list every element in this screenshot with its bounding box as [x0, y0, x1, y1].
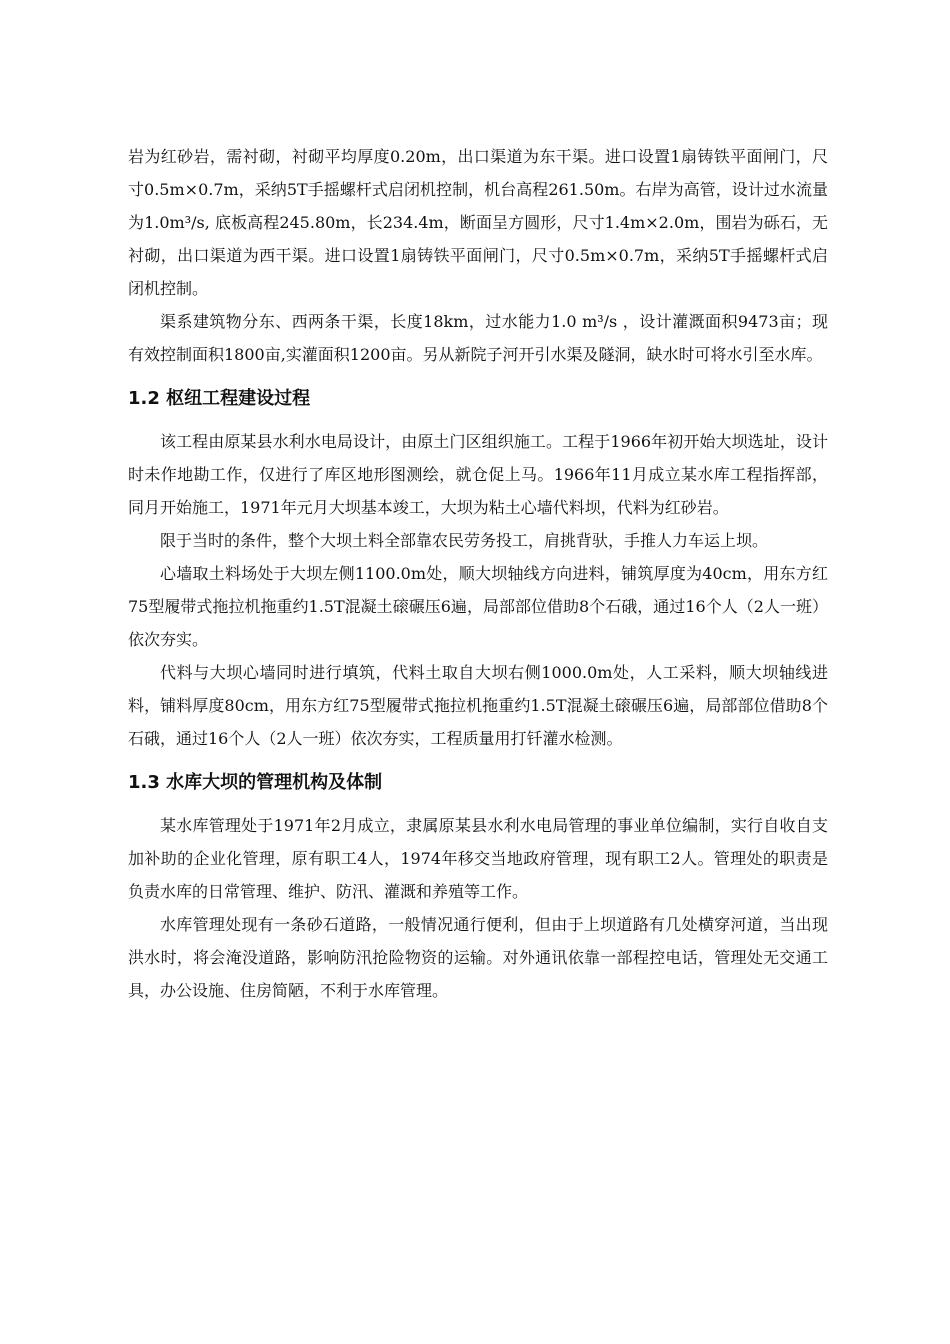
paragraph-construction-3: 心墙取土料场处于大坝左侧1100.0m处，顺大坝轴线方向进料，铺筑厚度为40cm，用东方红75型履带式拖拉机拖重约1.5T混凝土磙碾压6遍，局部部位借助8个石硪，通过16个人（2人一班）依次夯实。 [128, 564, 828, 649]
paragraph-management-1: 某水库管理处于1971年2月成立，隶属原某县水利水电局管理的事业单位编制，实行自收自支加补助的企业化管理，原有职工4人，1974年移交当地政府管理，现有职工2人。管理处的职责是负责水库的日常管理、维护、防汛、灌溉和养殖等工作。 [128, 816, 828, 901]
paragraph-canal-system: 渠系建筑物分东、西两条干渠，长度18km，过水能力1.0 m³/s ，设计灌溉面积9473亩；现有效控制面积1800亩,实灌面积1200亩。另从新院子河开引水渠及隧洞，缺水时可将水引至水库。 [128, 312, 828, 364]
paragraph-construction-2: 限于当时的条件，整个大坝土料全部靠农民劳务投工，肩挑背驮，手推人力车运上坝。 [160, 531, 769, 550]
paragraph-management-2: 水库管理处现有一条砂石道路，一般情况通行便利，但由于上坝道路有几处横穿河道，当出现洪水时，将会淹没道路，影响防汛抢险物资的运输。对外通讯依靠一部程控电话，管理处无交通工具，办公设施、住房简陋，不利于水库管理。 [128, 915, 828, 1000]
section-heading-1-3: 1.3 水库大坝的管理机构及体制 [128, 772, 383, 793]
document-page [128, 140, 828, 1007]
paragraph-outlet-description: 岩为红砂岩，需衬砌，衬砌平均厚度0.20m，出口渠道为东干渠。进口设置1扇铸铁平面闸门，尺寸0.5m×0.7m，采纳5T手摇螺杆式启闭机控制，机台高程261.50m。右岸为高管，设计过水流量为1.0m³/s, 底板高程245.80m，长234.4m，断面呈方圆形，尺寸1.4m×2.0m，围岩为砾石，无衬砌，出口渠道为西干渠。进口设置1扇铸铁平面闸门，尺寸0.5m×0.7m，采纳5T手摇螺杆式启闭机控制。 [128, 147, 828, 298]
section-heading-1-2: 1.2 枢纽工程建设过程 [128, 388, 311, 409]
paragraph-construction-4: 代料与大坝心墙同时进行填筑，代料土取自大坝右侧1000.0m处，人工采料，顺大坝轴线进料，铺料厚度80cm，用东方红75型履带式拖拉机拖重约1.5T混凝土磙碾压6遍，局部部位借助8个石硪，通过16个人（2人一班）依次夯实，工程质量用打钎灌水检测。 [128, 663, 828, 748]
paragraph-construction-1: 该工程由原某县水利水电局设计，由原土门区组织施工。工程于1966年初开始大坝选址，设计时未作地勘工作，仅进行了库区地形图测绘，就仓促上马。1966年11月成立某水库工程指挥部，同月开始施工，1971年元月大坝基本竣工，大坝为粘土心墙代料坝，代料为红砂岩。 [128, 432, 828, 517]
